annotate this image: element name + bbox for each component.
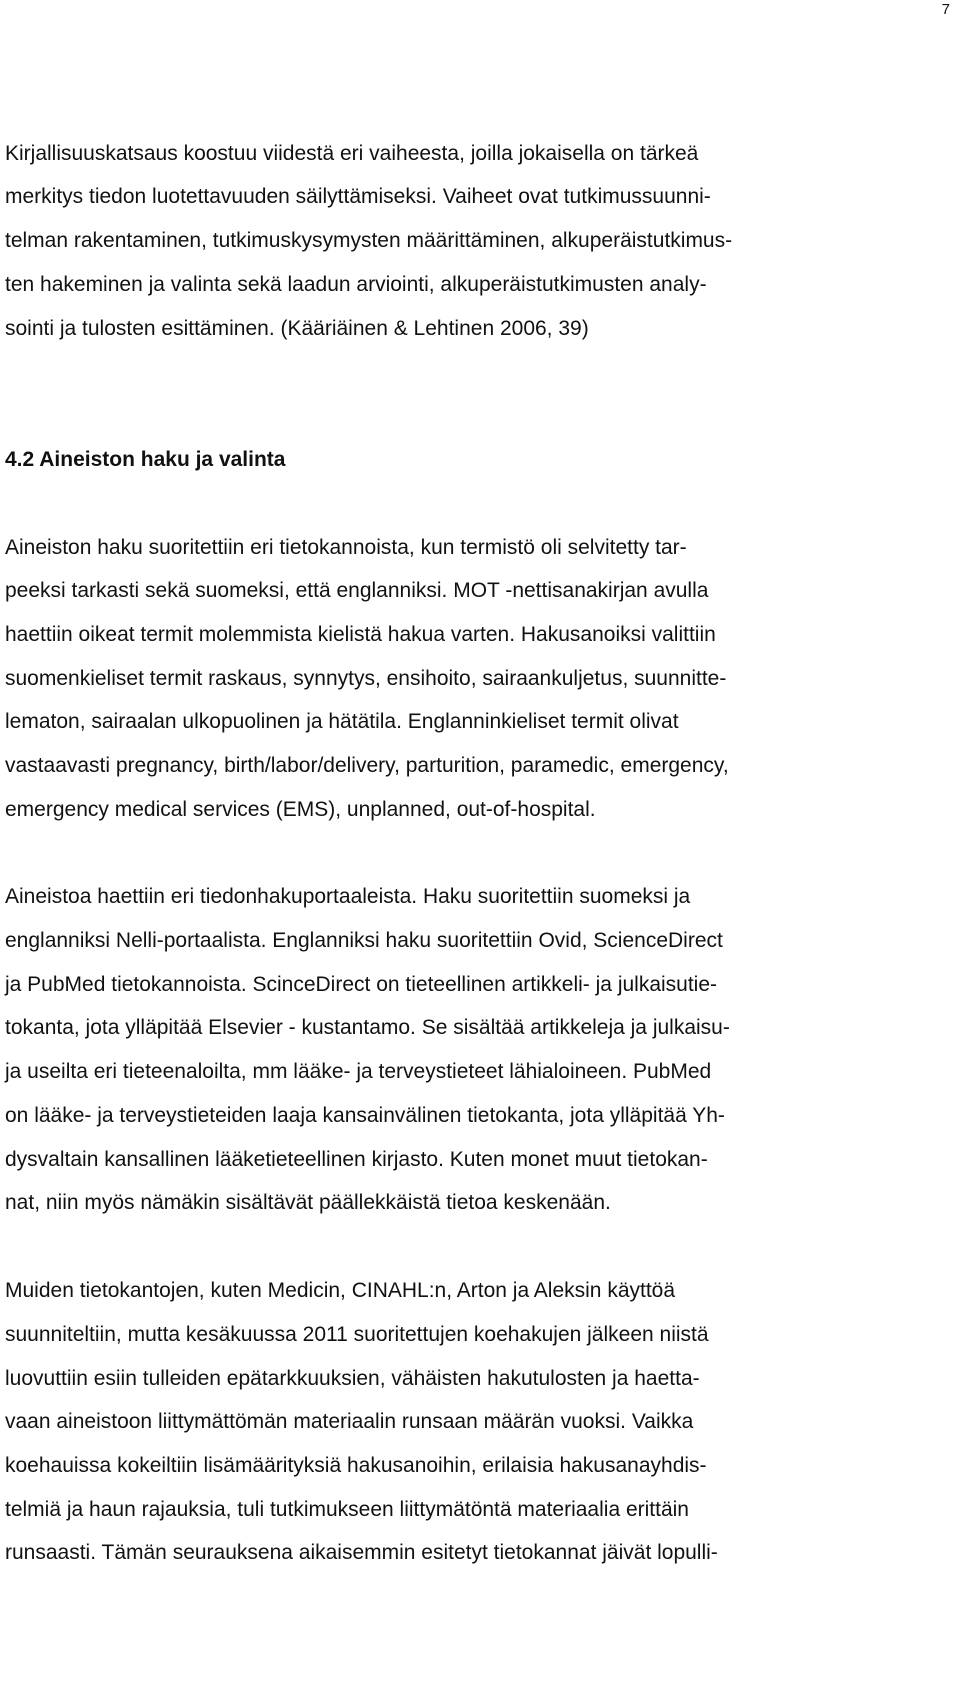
paragraph-2-line: vastaavasti pregnancy, birth/labor/delivery, parturition, paramedic, emergency, <box>5 754 729 777</box>
paragraph-3-line: Aineistoa haettiin eri tiedonhakuportaaleista. Haku suoritettiin suomeksi ja <box>5 885 691 908</box>
paragraph-2-line: peeksi tarkasti sekä suomeksi, että englanniksi. MOT -nettisanakirjan avulla <box>5 579 709 602</box>
paragraph-2-line: emergency medical services (EMS), unplanned, out-of-hospital. <box>5 798 596 821</box>
paragraph-1-line: ten hakeminen ja valinta sekä laadun arviointi, alkuperäistutkimusten analy- <box>5 273 707 296</box>
paragraph-3-line: nat, niin myös nämäkin sisältävät päällekkäistä tietoa keskenään. <box>5 1191 611 1214</box>
paragraph-1-line: Kirjallisuuskatsaus koostuu viidestä eri vaiheesta, joilla jokaisella on tärkeä <box>5 142 699 165</box>
paragraph-2-line: lematon, sairaalan ulkopuolinen ja hätätila. Englanninkieliset termit olivat <box>5 710 679 733</box>
paragraph-4-line: koehauissa kokeiltiin lisämäärityksiä hakusanoihin, erilaisia hakusanayhdis- <box>5 1454 707 1477</box>
paragraph-4-line: luovuttiin esiin tulleiden epätarkkuuksien, vähäisten hakutulosten ja haetta- <box>5 1367 700 1390</box>
paragraph-3-line: ja PubMed tietokannoista. ScinceDirect on tieteellinen artikkeli- ja julkaisutie- <box>5 973 718 996</box>
paragraph-4-line: suunniteltiin, mutta kesäkuussa 2011 suoritettujen koehakujen jälkeen niistä <box>5 1323 709 1346</box>
paragraph-3-line: ja useilta eri tieteenaloilta, mm lääke- ja terveystieteet lähialoineen. PubMed <box>5 1060 712 1083</box>
paragraph-3-line: dysvaltain kansallinen lääketieteellinen kirjasto. Kuten monet muut tietokan- <box>5 1148 708 1171</box>
paragraph-4-line: telmiä ja haun rajauksia, tuli tutkimukseen liittymätöntä materiaalia erittäin <box>5 1498 689 1521</box>
paragraph-1-line: telman rakentaminen, tutkimuskysymysten määrittäminen, alkuperäistutkimus- <box>5 229 733 252</box>
paragraph-2-line: haettiin oikeat termit molemmista kielistä hakua varten. Hakusanoiksi valittiin <box>5 623 716 646</box>
paragraph-1-line: sointi ja tulosten esittäminen. (Kääriäinen & Lehtinen 2006, 39) <box>5 317 589 340</box>
page-number: 7 <box>941 1 950 18</box>
paragraph-4-line: vaan aineistoon liittymättömän materiaalin runsaan määrän vuoksi. Vaikka <box>5 1410 694 1433</box>
section-heading: 4.2 Aineiston haku ja valinta <box>5 448 286 471</box>
paragraph-1-line: merkitys tiedon luotettavuuden säilyttämiseksi. Vaiheet ovat tutkimussuunni- <box>5 185 711 208</box>
paragraph-3-line: englanniksi Nelli-portaalista. Englanniksi haku suoritettiin Ovid, ScienceDirect <box>5 929 723 952</box>
paragraph-3-line: on lääke- ja terveystieteiden laaja kansainvälinen tietokanta, jota ylläpitää Yh- <box>5 1104 725 1127</box>
paragraph-3-line: tokanta, jota ylläpitää Elsevier - kustantamo. Se sisältää artikkeleja ja julkaisu- <box>5 1016 730 1039</box>
paragraph-2-line: Aineiston haku suoritettiin eri tietokannoista, kun termistö oli selvitetty tar- <box>5 536 687 559</box>
paragraph-4-line: runsaasti. Tämän seurauksena aikaisemmin esitetyt tietokannat jäivät lopulli- <box>5 1541 718 1564</box>
paragraph-2-line: suomenkieliset termit raskaus, synnytys, ensihoito, sairaankuljetus, suunnitte- <box>5 667 727 690</box>
paragraph-4-line: Muiden tietokantojen, kuten Medicin, CINAHL:n, Arton ja Aleksin käyttöä <box>5 1279 676 1302</box>
